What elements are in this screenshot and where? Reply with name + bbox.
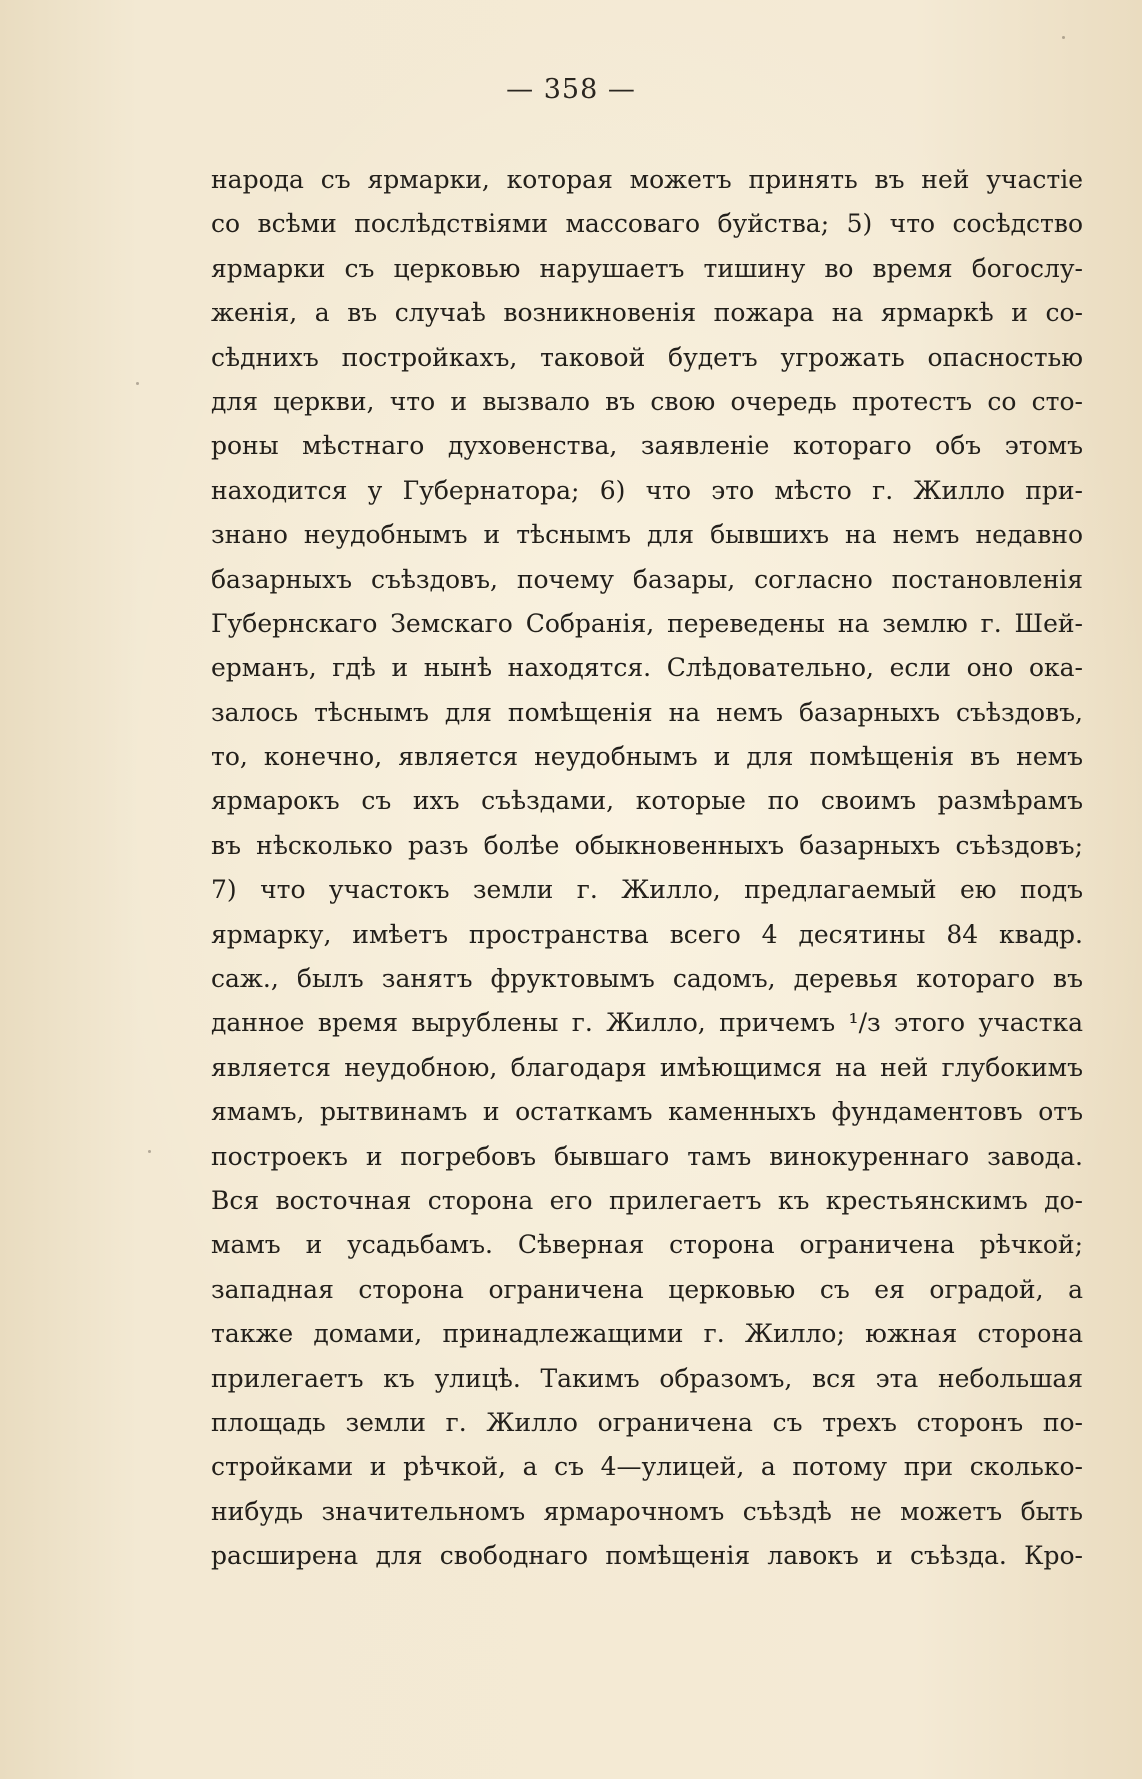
text-line: 7) что участокъ земли г. Жилло, предлагаемый ею подъ (211, 875, 1083, 905)
text-line: Вся восточная сторона его прилегаетъ къ крестьянскимъ до- (211, 1185, 1083, 1215)
text-line: площадь земли г. Жилло ограничена съ трехъ сторонъ по- (211, 1407, 1083, 1437)
text-line: построекъ и погребовъ бывшаго тамъ винокуреннаго завода. (211, 1141, 1083, 1171)
paper-speck (1062, 36, 1065, 39)
text-line: народа съ ярмарки, которая можетъ принять въ ней участіе (211, 165, 1083, 194)
text-line: также домами, принадлежащими г. Жилло; южная сторона (211, 1319, 1083, 1349)
body-text (211, 158, 1083, 1579)
text-line: для церкви, что и вызвало въ свою очередь протестъ со сто- (211, 386, 1083, 416)
text-line: ярмарку, имѣетъ пространства всего 4 десятины 84 квадр. (211, 919, 1083, 949)
text-line: ямамъ, рытвинамъ и остаткамъ каменныхъ фундаментовъ отъ (211, 1097, 1083, 1127)
text-line: со всѣми послѣдствіями массоваго буйства; 5) что сосѣдство (211, 209, 1083, 239)
text-line: ерманъ, гдѣ и нынѣ находятся. Слѣдовательно, если оно ока- (211, 653, 1083, 683)
text-line: находится у Губернатора; 6) что это мѣсто г. Жилло при- (211, 475, 1083, 505)
text-line: нибудь значительномъ ярмарочномъ съѣздѣ не можетъ быть (211, 1496, 1083, 1526)
text-line: ярмарки съ церковью нарушаетъ тишину во время богослу- (211, 253, 1083, 283)
paper-speck (136, 382, 139, 385)
text-line: мамъ и усадьбамъ. Сѣверная сторона ограничена рѣчкой; (211, 1230, 1083, 1260)
text-line: является неудобною, благодаря имѣющимся на ней глубокимъ (211, 1052, 1083, 1082)
text-line: то, конечно, является неудобнымъ и для помѣщенія въ немъ (211, 742, 1083, 772)
page-number: — 358 — (506, 74, 636, 105)
text-line: въ нѣсколько разъ болѣе обыкновенныхъ базарныхъ съѣздовъ; (211, 830, 1083, 860)
text-line: базарныхъ съѣздовъ, почему базары, согласно постановленія (211, 564, 1083, 594)
text-line: данное время вырублены г. Жилло, причемъ ¹/з этого участка (211, 1008, 1083, 1038)
text-line: женія, а въ случаѣ возникновенія пожара на ярмаркѣ и со- (211, 298, 1083, 328)
text-line: сѣднихъ постройкахъ, таковой будетъ угрожать опасностью (211, 342, 1083, 372)
text-line: ярмарокъ съ ихъ съѣздами, которые по своимъ размѣрамъ (211, 786, 1083, 816)
text-line: роны мѣстнаго духовенства, заявленіе котораго объ этомъ (211, 431, 1083, 461)
paper-speck (148, 1150, 151, 1153)
text-line: залось тѣснымъ для помѣщенія на немъ базарныхъ съѣздовъ, (211, 697, 1083, 727)
text-line: расширена для свободнаго помѣщенія лавокъ и съѣзда. Кро- (211, 1541, 1083, 1571)
text-line: западная сторона ограничена церковью съ ея оградой, а (211, 1274, 1083, 1304)
text-line: саж., былъ занятъ фруктовымъ садомъ, деревья котораго въ (211, 964, 1083, 994)
text-line: знано неудобнымъ и тѣснымъ для бывшихъ на немъ недавно (211, 520, 1083, 550)
text-line: прилегаетъ къ улицѣ. Такимъ образомъ, вся эта небольшая (211, 1363, 1083, 1393)
text-line: стройками и рѣчкой, а съ 4—улицей, а потому при сколько- (211, 1452, 1083, 1482)
text-line: Губернскаго Земскаго Собранія, переведены на землю г. Шей- (211, 608, 1083, 638)
